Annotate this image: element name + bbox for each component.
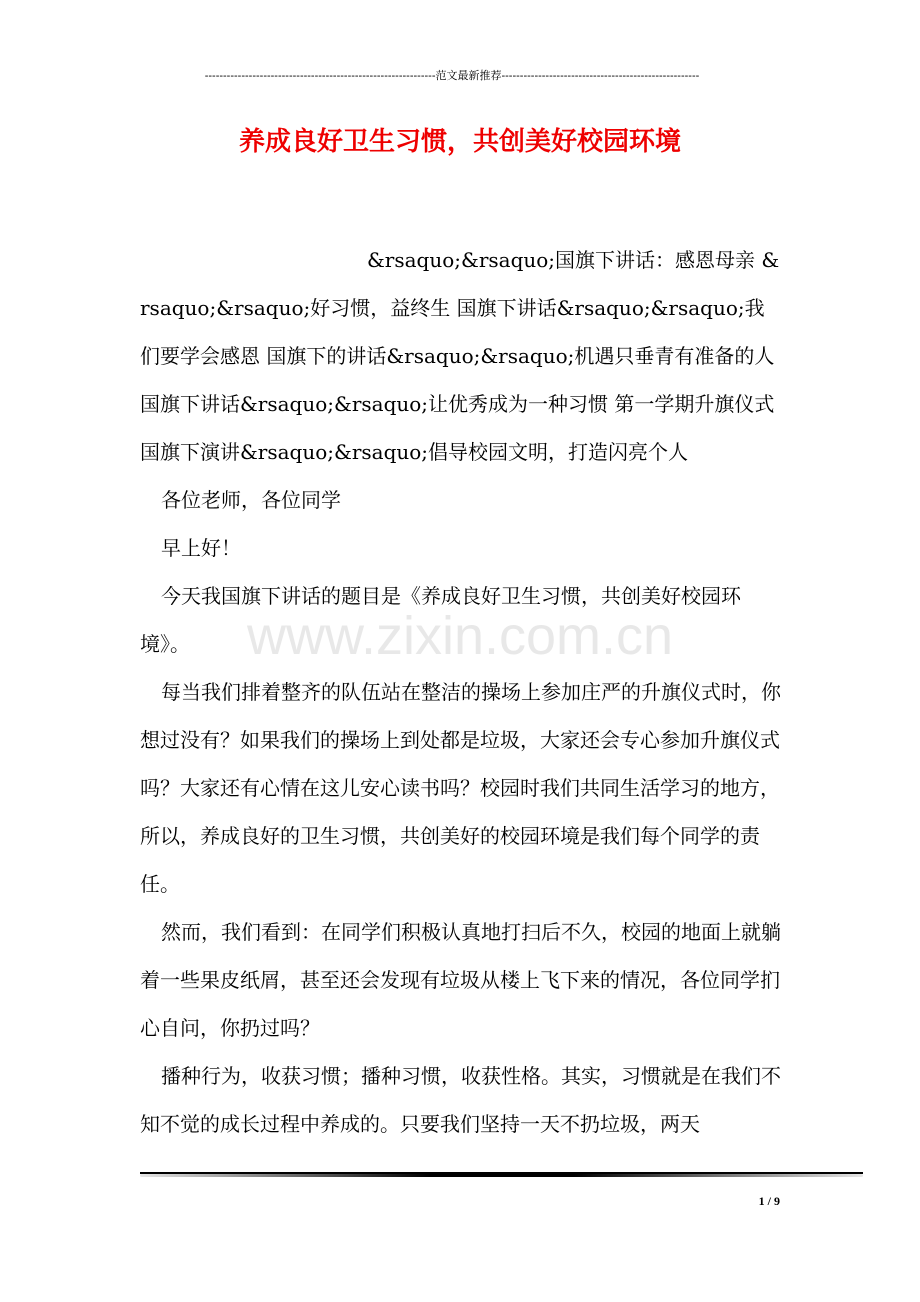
footer-divider <box>140 1172 863 1176</box>
related-links-paragraph: &rsaquo;&rsaquo;国旗下讲话：感恩母亲 &rsaquo;&rsaquo;好习惯，益终生 国旗下讲话&rsaquo;&rsaquo;我们要学会感恩 国旗下的讲话&rsaquo;&rsaquo;机遇只垂青有准备的人 国旗下讲话&rsaquo;&rsaquo;让优秀成为一种习惯 第一学期升旗仪式国旗下演讲&rsaquo;&rsaquo;倡导校园文明，打造闪亮个人 <box>140 248 780 464</box>
body-paragraph: 每当我们排着整齐的队伍站在整洁的操场上参加庄严的升旗仪式时，你想过没有？如果我们的操场上到处都是垃圾，大家还会专心参加升旗仪式吗？大家还有心情在这儿安心读书吗？校园时我们共同生活学习的地方，所以，养成良好的卫生习惯，共创美好的校园环境是我们每个同学的责任。 <box>140 680 781 896</box>
greeting-audience: 各位老师，各位同学 <box>161 488 341 512</box>
body-paragraph: 播种行为，收获习惯；播种习惯，收获性格。其实，习惯就是在我们不知不觉的成长过程中养成的。只要我们坚持一天不扔垃圾，两天 <box>140 1064 781 1136</box>
document-body <box>140 236 782 1148</box>
body-paragraph: 然而，我们看到：在同学们积极认真地打扫后不久，校园的地面上就躺着一些果皮纸屑，甚至还会发现有垃圾从楼上飞下来的情况，各位同学扪心自问，你扔过吗？ <box>140 920 781 1040</box>
document-title: 养成良好卫生习惯，共创美好校园环境 <box>238 127 681 157</box>
greeting-morning: 早上好！ <box>161 536 241 560</box>
page-number: 1 / 9 <box>758 1194 780 1208</box>
speech-topic-paragraph: 今天我国旗下讲话的题目是《养成良好卫生习惯，共创美好校园环境》。 <box>140 584 741 656</box>
header-banner: ---------------------------------------------------------------范文最新推荐------------------------------------------------------ <box>204 70 700 82</box>
watermark: www.zixin.com.cn <box>246 606 674 666</box>
